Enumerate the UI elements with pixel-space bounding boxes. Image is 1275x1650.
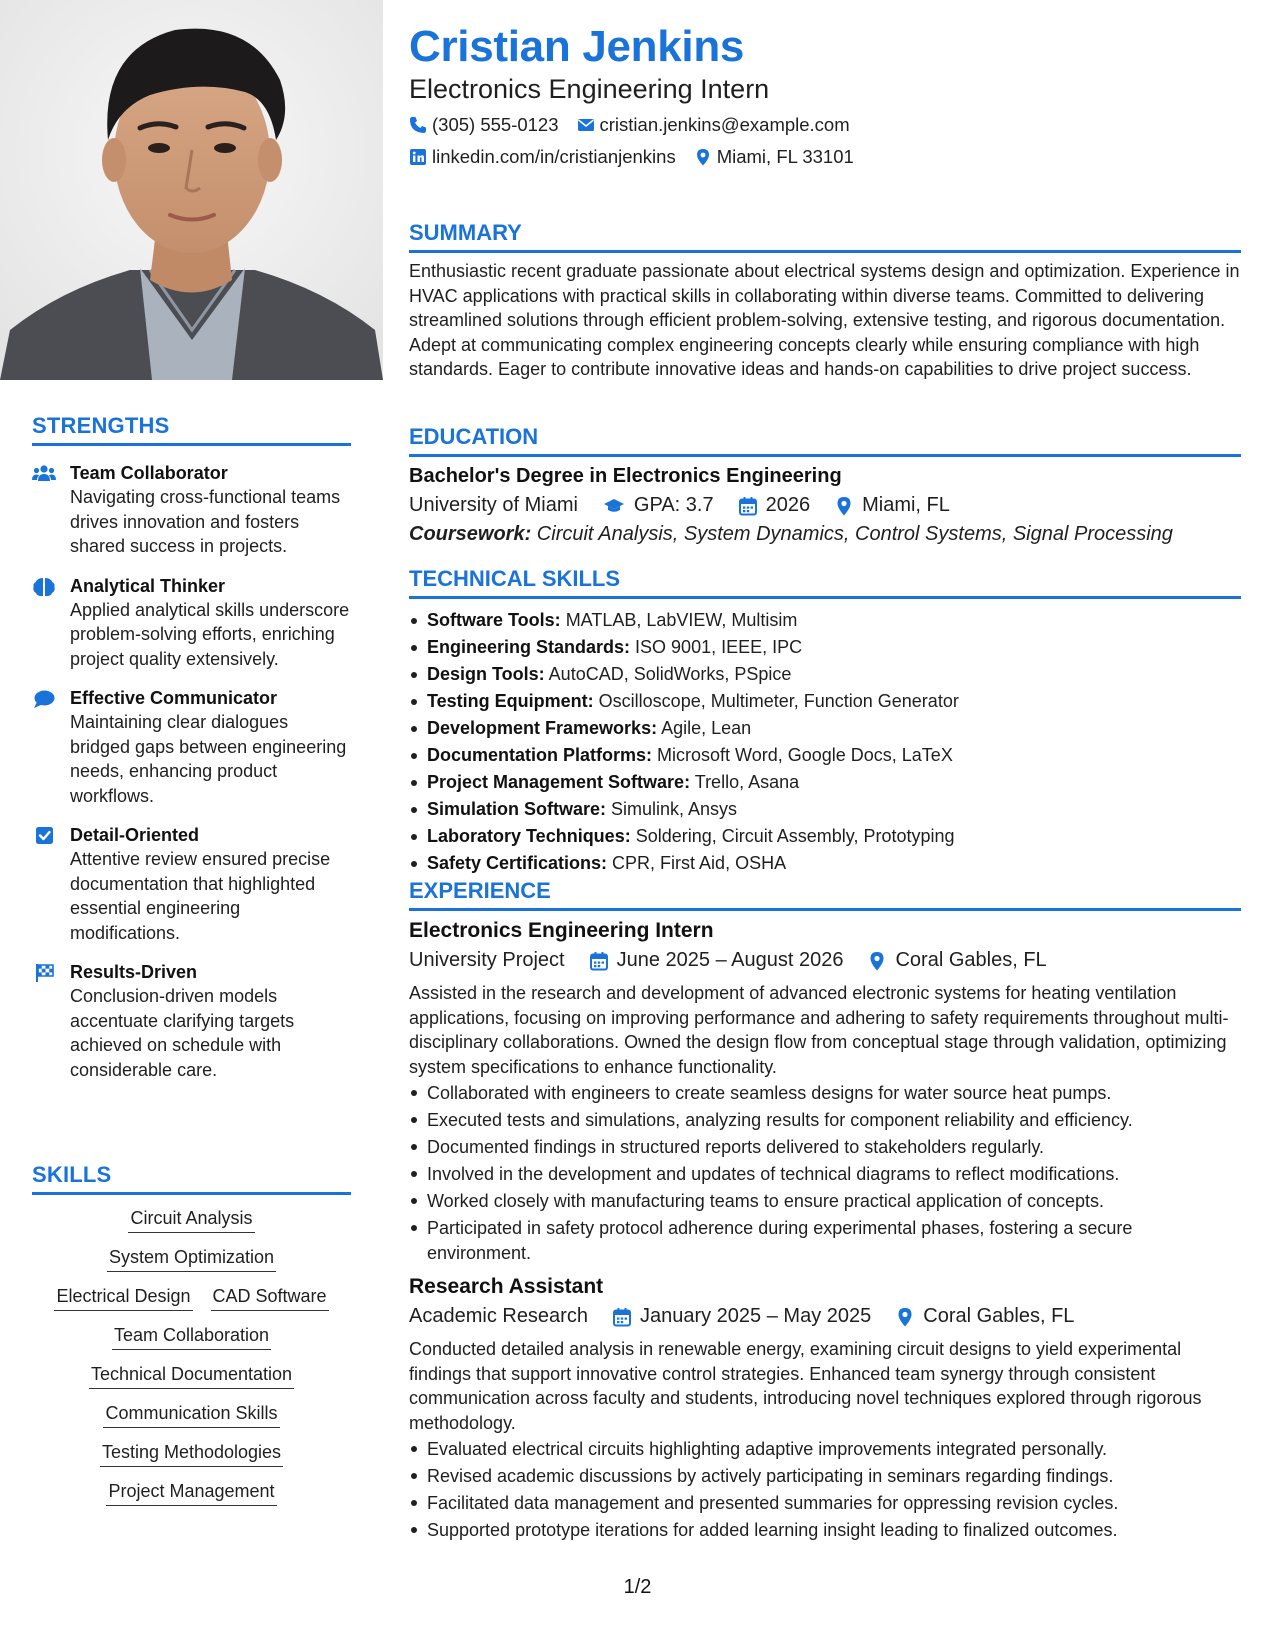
strength-item [32,687,351,808]
calendar-icon [612,1307,632,1327]
list-item: Project Management Software: Trello, Asana [409,769,1241,796]
list-item: Involved in the development and updates of technical diagrams to reflect modifications. [409,1162,1241,1187]
job-meta [409,1305,1241,1328]
candidate-title: Electronics Engineering Intern [409,74,770,104]
list-item: Laboratory Techniques: Soldering, Circuit Assembly, Prototyping [409,823,1241,850]
list-item: Testing Equipment: Oscilloscope, Multimeter, Function Generator [409,688,1241,715]
calendar-icon [589,951,609,971]
job-summary: Assisted in the research and development of advanced electronic systems for heating ventilation applications, focusing on improving performance and adhering to safety requirements throughout multi-disciplinary collaborations. Owned the design flow from conceptual stage through validation, optimizing system specifications to enhance functionality. [409,983,1229,1077]
degree-title: Bachelor's Degree in Electronics Engineering [409,465,842,487]
job-title: Electronics Engineering Intern [409,919,714,942]
summary-text: Enthusiastic recent graduate passionate about electrical systems design and optimization. Experience in HVAC applications with practical skills in collaborating within diverse teams. Committed to delivering streamlined solutions through efficient problem-solving, extensive testing, and rigorous documentation. Adept at communicating complex engineering concepts clearly while ensuring compliance with high standards. Eager to contribute innovative ideas and hands-on capabilities to drive project success. [409,261,1240,379]
list-item: Executed tests and simulations, analyzing results for component reliability and efficiency. [409,1108,1241,1133]
job-bullets [409,1081,1241,1265]
strength-description: Maintaining clear dialogues bridged gaps between engineering needs, enhancing product workflows. [70,712,347,806]
strength-item [32,575,351,672]
strength-description: Attentive review ensured precise documentation that highlighted essential engineering modifications. [70,849,331,943]
technical-skills-list [409,607,1241,877]
job-title: Research Assistant [409,1275,604,1298]
map-pin-icon [895,1307,915,1327]
skills-section [32,1162,351,1521]
email-contact[interactable] [577,114,850,136]
skills-heading: SKILLS [32,1162,351,1195]
coursework-text: Circuit Analysis, System Dynamics, Control Systems, Signal Processing [531,523,1173,545]
summary-heading: SUMMARY [409,220,1241,253]
strengths-section [32,413,351,1082]
skill-tag: Circuit Analysis [128,1209,254,1233]
page-number: 1/2 [623,1576,652,1598]
list-item: Facilitated data management and presented summaries for oppressing revision cycles. [409,1491,1241,1516]
job-location: Coral Gables, FL [923,1305,1075,1327]
list-item: Engineering Standards: ISO 9001, IEEE, IPC [409,634,1241,661]
job-meta [409,949,1241,972]
users-icon [32,462,70,559]
skill-tag: Testing Methodologies [100,1443,283,1467]
contact-row [409,146,854,168]
skill-tag: CAD Software [211,1287,329,1311]
list-item: Revised academic discussions by actively participating in seminars regarding findings. [409,1464,1241,1489]
summary-section [409,220,1241,382]
strength-item [32,824,351,945]
location-text: Miami, FL 33101 [716,146,854,167]
gpa-text: GPA: 3.7 [633,494,714,516]
contact-row [409,114,850,136]
map-pin-icon [834,496,854,516]
list-item: Development Frameworks: Agile, Lean [409,715,1241,742]
linkedin-text: linkedin.com/in/cristianjenkins [432,146,676,167]
email-text: cristian.jenkins@example.com [599,114,850,135]
list-item: Supported prototype iterations for added learning insight leading to finalized outcomes. [409,1518,1241,1543]
school-location: Miami, FL [862,494,950,516]
list-item: Simulation Software: Simulink, Ansys [409,796,1241,823]
experience-section [409,878,1241,1545]
comment-icon [32,687,70,808]
experience-heading: EXPERIENCE [409,878,1241,911]
phone-text: (305) 555-0123 [432,114,559,135]
skill-tag: Project Management [106,1482,276,1506]
skill-tag: Team Collaboration [112,1326,271,1350]
job-org: Academic Research [409,1305,588,1327]
skill-tag: Electrical Design [54,1287,192,1311]
map-pin-icon [867,951,887,971]
location-contact [694,146,854,168]
list-item: Participated in safety protocol adherence during experimental phases, fostering a secure environment. [409,1216,1241,1265]
strength-description: Conclusion-driven models accentuate clarifying targets achieved on schedule with considerable care. [70,986,295,1080]
list-item: Worked closely with manufacturing teams to ensure practical application of concepts. [409,1189,1241,1214]
job-dates: January 2025 – May 2025 [639,1305,872,1327]
job-org: University Project [409,949,565,971]
strength-item [32,961,351,1082]
strength-title: Detail-Oriented [70,825,200,845]
skill-tag: Technical Documentation [89,1365,294,1389]
job-location: Coral Gables, FL [895,949,1047,971]
job-summary: Conducted detailed analysis in renewable energy, examining circuit designs to yield experimental findings that support innovative control strategies. Enhanced team synergy through consistent communication across faculty and students, introducing novel techniques explored through rigorous methodology. [409,1339,1202,1433]
list-item: Design Tools: AutoCAD, SolidWorks, PSpice [409,661,1241,688]
left-column [0,0,383,1650]
job-bullets [409,1437,1241,1543]
coursework-label: Coursework: [409,523,532,545]
linkedin-contact[interactable] [409,146,676,168]
list-item: Documented findings in structured reports delivered to stakeholders regularly. [409,1135,1241,1160]
brain-icon [32,575,70,672]
education-meta [409,494,1241,517]
flag-checkered-icon [32,961,70,1082]
check-square-icon [32,824,70,945]
strength-description: Navigating cross-functional teams drives innovation and fosters shared success in projects. [70,487,341,556]
graduation-year: 2026 [765,494,811,516]
phone-contact[interactable] [409,114,559,136]
list-item: Software Tools: MATLAB, LabVIEW, Multisim [409,607,1241,634]
linkedin-icon [409,148,427,166]
school-name: University of Miami [409,494,578,516]
strength-item [32,462,351,559]
education-section [409,424,1241,546]
job-dates: June 2025 – August 2026 [616,949,844,971]
strength-title: Team Collaborator [70,463,228,483]
technical-skills-heading: TECHNICAL SKILLS [409,566,1241,599]
strength-title: Analytical Thinker [70,575,226,596]
strength-description: Applied analytical skills underscore problem-solving efforts, enriching project quality extensively. [70,599,350,669]
list-item: Documentation Platforms: Microsoft Word, Google Docs, LaTeX [409,742,1241,769]
strength-title: Results-Driven [70,962,198,982]
skill-tag: Communication Skills [103,1404,279,1428]
education-heading: EDUCATION [409,424,1241,457]
profile-photo [0,0,383,380]
graduation-cap-icon [602,496,626,516]
skills-list [32,1209,351,1506]
calendar-icon [738,496,758,516]
list-item: Evaluated electrical circuits highlighting adaptive improvements integrated personally. [409,1437,1241,1462]
skill-tag: System Optimization [107,1248,276,1272]
technical-skills-section [409,566,1241,877]
strength-title: Effective Communicator [70,688,278,708]
list-item: Collaborated with engineers to create seamless designs for water source heat pumps. [409,1081,1241,1106]
envelope-icon [577,116,595,134]
list-item: Safety Certifications: CPR, First Aid, OSHA [409,850,1241,877]
map-pin-icon [694,148,712,166]
phone-icon [409,116,427,134]
candidate-name: Cristian Jenkins [409,22,745,71]
strengths-heading: STRENGTHS [32,413,351,446]
coursework-line [409,523,1241,546]
